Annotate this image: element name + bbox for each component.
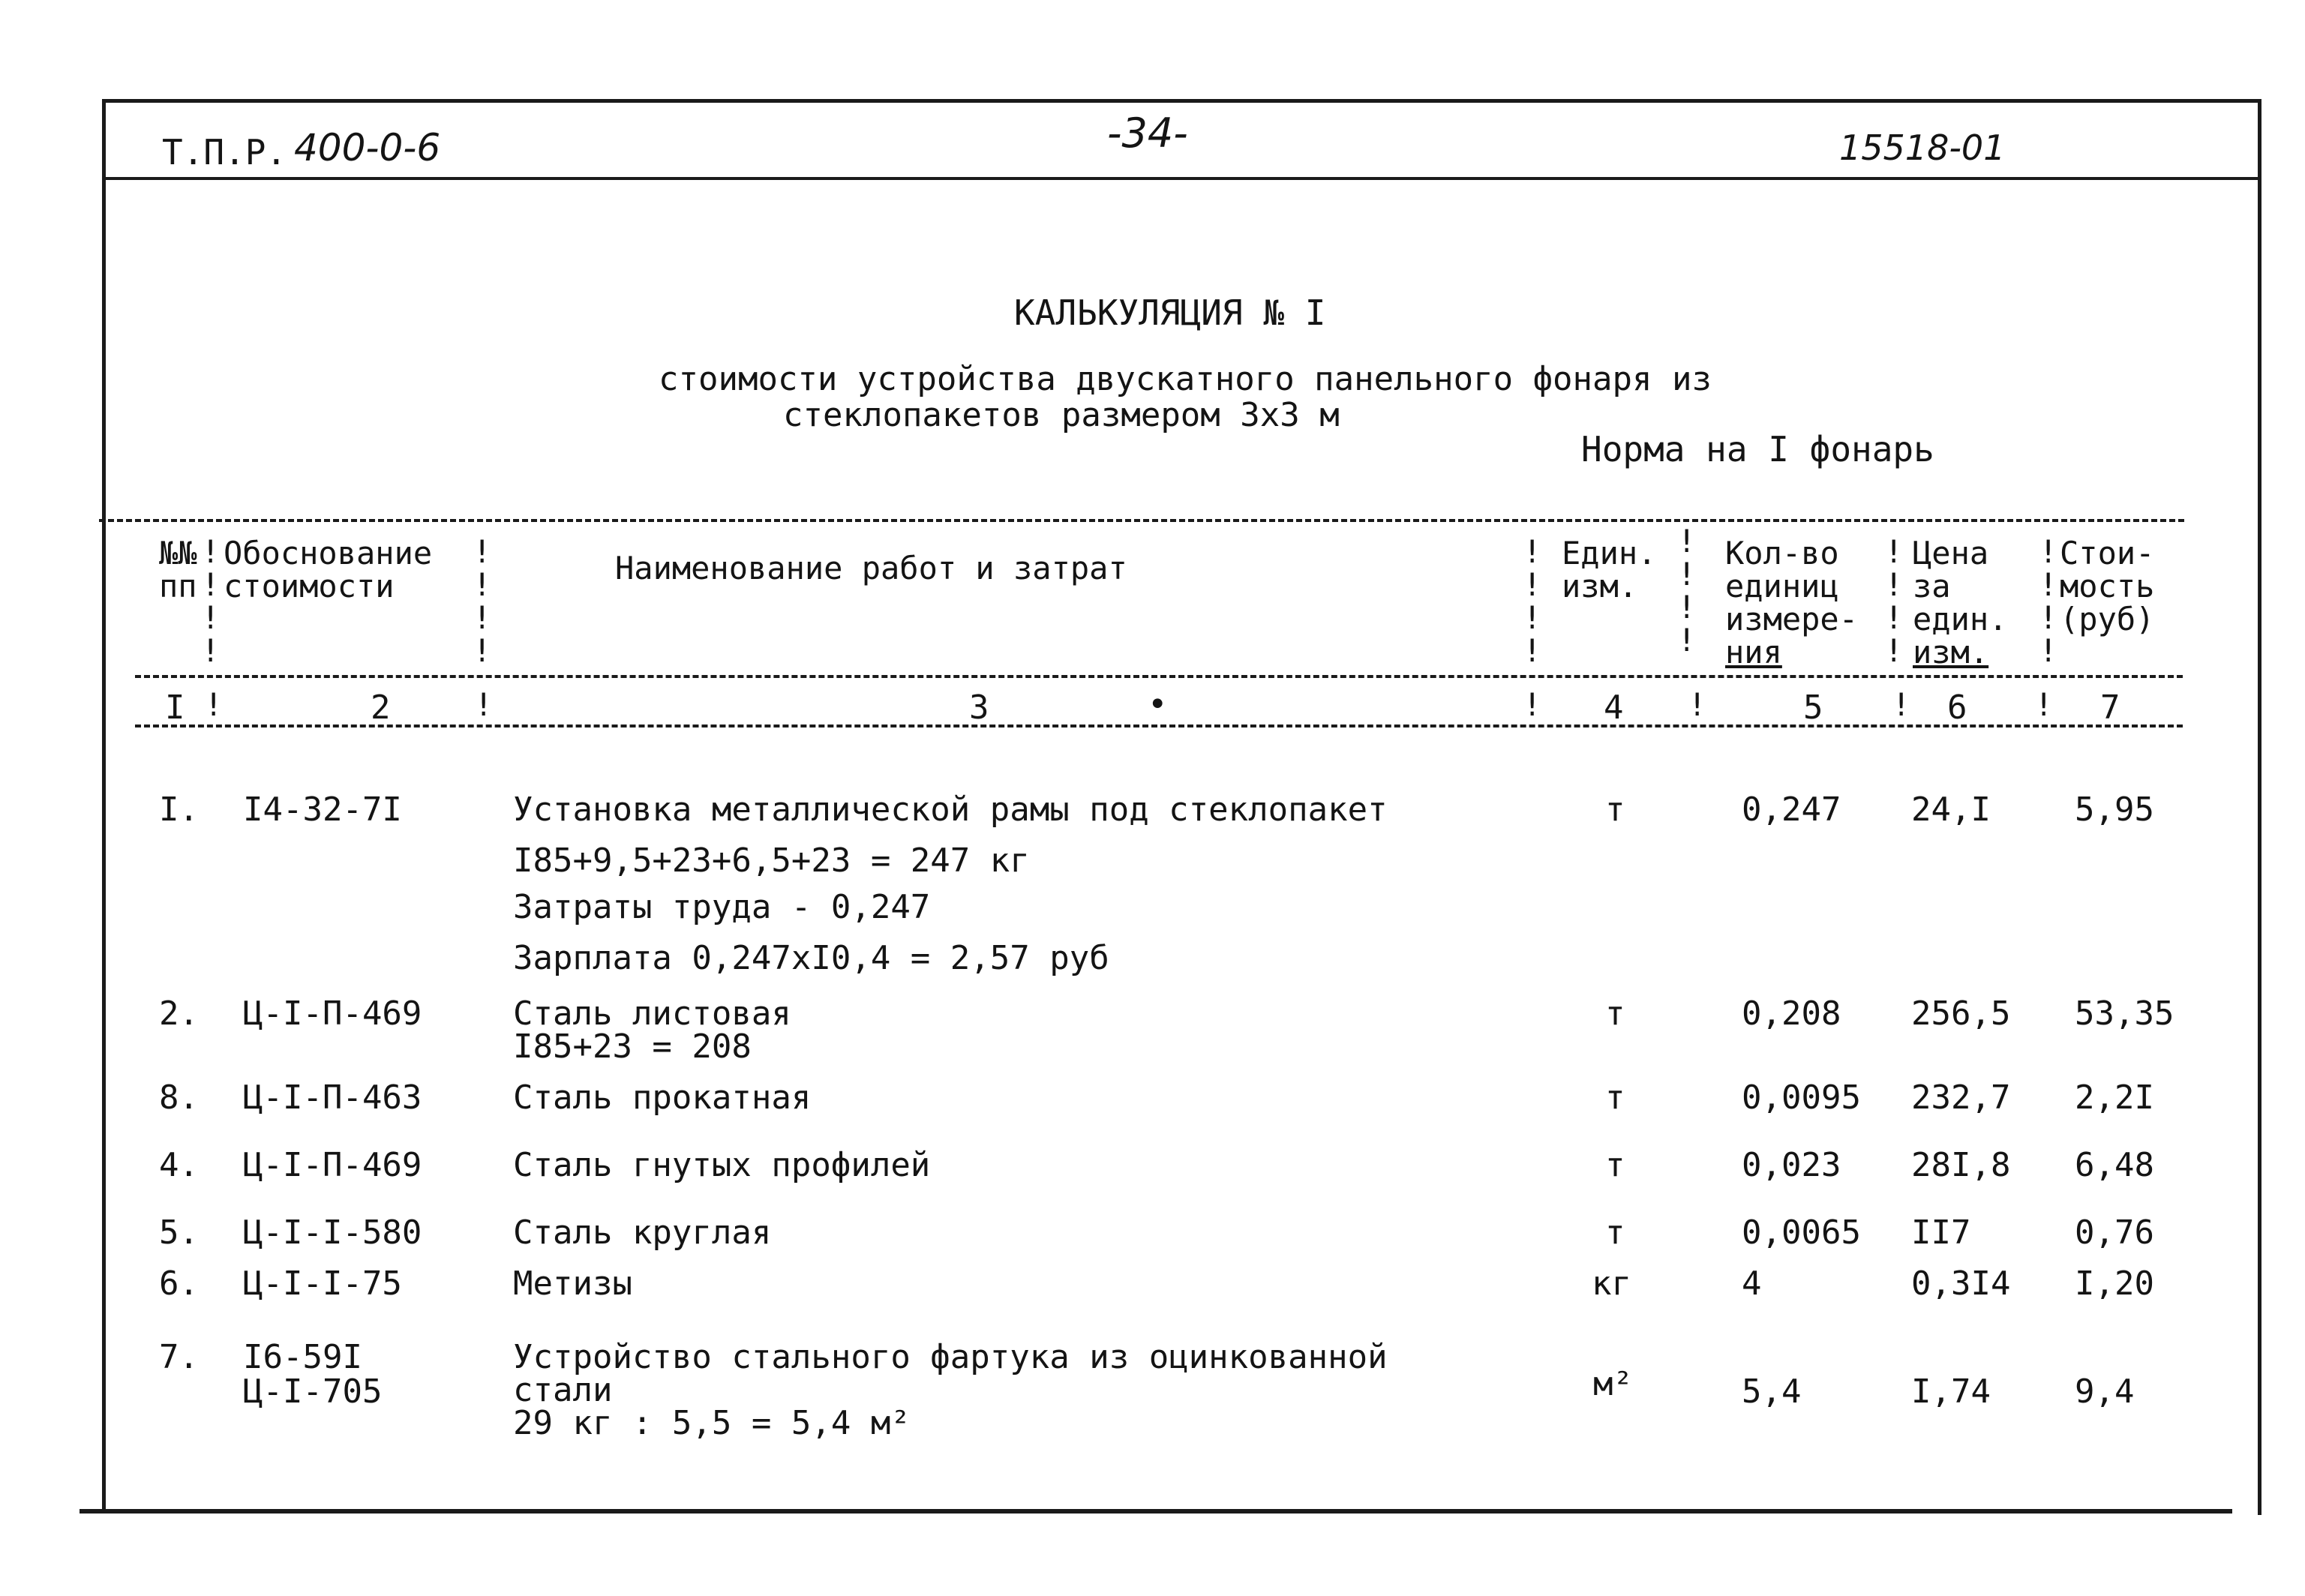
row-price: II7	[1911, 1214, 1971, 1252]
col-separator: !	[2034, 686, 2054, 723]
header-col6: Цена за един. изм.	[1913, 535, 2008, 670]
row-num: 2.	[159, 994, 199, 1033]
row-cost: 6,48	[2075, 1146, 2154, 1184]
stamp-code-prefix: Т.П.Р.	[162, 132, 287, 172]
col-separator: !	[204, 686, 224, 723]
row-basis: I6-59I	[243, 1338, 362, 1376]
col-separator: ! ! ! !	[1884, 533, 1904, 669]
column-number-5: 5	[1803, 688, 1823, 727]
col-separator: !	[474, 686, 494, 723]
row-cost: 9,4	[2075, 1372, 2135, 1411]
row-name: Сталь круглая	[513, 1214, 772, 1252]
col-separator: ! ! ! !	[473, 533, 492, 669]
stamp-code-number: 400-0-6	[294, 126, 441, 170]
col-separator: !	[1523, 686, 1542, 723]
row-basis: Ц-I-705	[243, 1372, 383, 1411]
row-name: 29 кг : 5,5 = 5,4 м²	[513, 1404, 911, 1442]
row-num: 8.	[159, 1078, 199, 1117]
row-name: стали	[513, 1371, 613, 1409]
header-col1: №№ пп	[159, 535, 197, 604]
row-name: Затраты труда - 0,247	[513, 888, 931, 926]
row-name: Сталь гнутых профилей	[513, 1146, 931, 1184]
document-subtitle-line1: стоимости устройства двускатного панельного фонаря из	[659, 360, 1712, 398]
frame-left-border	[102, 99, 106, 1510]
col-separator: !	[1688, 686, 1707, 723]
row-basis: Ц-I-П-469	[243, 1146, 422, 1184]
table-top-rule	[99, 519, 2184, 522]
row-basis: Ц-I-I-75	[243, 1264, 402, 1303]
page-number: -34-	[1101, 110, 1194, 157]
document-heading: КАЛЬКУЛЯЦИЯ № I	[1014, 292, 1326, 333]
row-basis: Ц-I-П-463	[243, 1078, 422, 1117]
column-number-6: 6	[1947, 688, 1967, 727]
frame-bottom-border	[80, 1509, 2232, 1514]
row-price: 232,7	[1911, 1078, 2011, 1117]
row-num: 6.	[159, 1264, 199, 1303]
column-number-7: 7	[2100, 688, 2120, 727]
row-unit: т	[1605, 1214, 1625, 1252]
col-separator: ! ! ! !	[1523, 533, 1542, 669]
row-basis: Ц-I-I-580	[243, 1214, 422, 1252]
row-qty: 0,0065	[1742, 1214, 1861, 1252]
row-name: Сталь прокатная	[513, 1078, 812, 1117]
row-name: I85+9,5+23+6,5+23 = 247 кг	[513, 842, 1030, 880]
row-name: Устройство стального фартука из оцинкованной	[513, 1338, 1388, 1376]
header-col3: Наименование работ и затрат	[615, 550, 1127, 586]
row-cost: 0,76	[2075, 1214, 2154, 1252]
row-num: I.	[159, 790, 199, 829]
row-unit: т	[1605, 994, 1625, 1033]
row-basis: I4-32-7I	[243, 790, 402, 829]
col-separator: !	[1892, 686, 1911, 723]
row-cost: 2,2I	[2075, 1078, 2154, 1117]
header-col5: Кол-во единиц измере- ния	[1725, 535, 1859, 670]
row-unit: т	[1605, 790, 1625, 829]
row-price: 24,I	[1911, 790, 1991, 829]
header-rule	[135, 675, 2183, 678]
row-price: 0,3I4	[1911, 1264, 2011, 1303]
row-price: 256,5	[1911, 994, 2011, 1033]
row-qty: 4	[1742, 1264, 1762, 1303]
column-number-rule	[135, 724, 2183, 728]
header-col4: Един. изм.	[1562, 535, 1657, 604]
row-unit: т	[1605, 1078, 1625, 1117]
row-price: 28I,8	[1911, 1146, 2011, 1184]
row-cost: I,20	[2075, 1264, 2154, 1303]
col-separator: ! ! ! !	[1677, 523, 1697, 658]
row-unit: кг	[1592, 1264, 1631, 1303]
album-number: 15518-01	[1839, 128, 2006, 168]
bullet-mark: •	[1148, 686, 1168, 724]
stamp-divider	[104, 177, 2261, 180]
row-basis: Ц-I-П-469	[243, 994, 422, 1033]
row-unit: м²	[1593, 1365, 1633, 1403]
col-separator: ! ! ! !	[2039, 533, 2058, 669]
column-number-4: 4	[1604, 688, 1624, 727]
row-num: 5.	[159, 1214, 199, 1252]
row-qty: 0,023	[1742, 1146, 1841, 1184]
column-number-3: 3	[969, 688, 989, 727]
row-name: I85+23 = 208	[513, 1028, 752, 1066]
row-qty: 0,247	[1742, 790, 1841, 829]
row-num: 7.	[159, 1338, 199, 1376]
column-number-1: I	[165, 688, 185, 727]
row-name: Сталь листовая	[513, 994, 791, 1033]
header-col7: Стои- мость (руб)	[2060, 535, 2155, 638]
norm-label: Норма на I фонарь	[1581, 429, 1934, 470]
col-separator: ! ! ! !	[201, 533, 221, 669]
frame-top-border	[104, 99, 2261, 103]
row-cost: 5,95	[2075, 790, 2154, 829]
row-qty: 0,208	[1742, 994, 1841, 1033]
frame-right-border	[2258, 99, 2261, 1515]
row-name: Метизы	[513, 1264, 632, 1303]
row-qty: 0,0095	[1742, 1078, 1861, 1117]
row-qty: 5,4	[1742, 1372, 1802, 1411]
row-cost: 53,35	[2075, 994, 2174, 1033]
document-subtitle-line2: стеклопакетов размером 3х3 м	[783, 396, 1340, 434]
row-unit: т	[1605, 1146, 1625, 1184]
row-num: 4.	[159, 1146, 199, 1184]
column-number-2: 2	[371, 688, 391, 727]
header-col2: Обоснование стоимости	[224, 535, 433, 604]
row-price: I,74	[1911, 1372, 1991, 1411]
row-name: Установка металлической рамы под стеклопакет	[513, 790, 1388, 829]
row-name: Зарплата 0,247хI0,4 = 2,57 руб	[513, 939, 1109, 977]
